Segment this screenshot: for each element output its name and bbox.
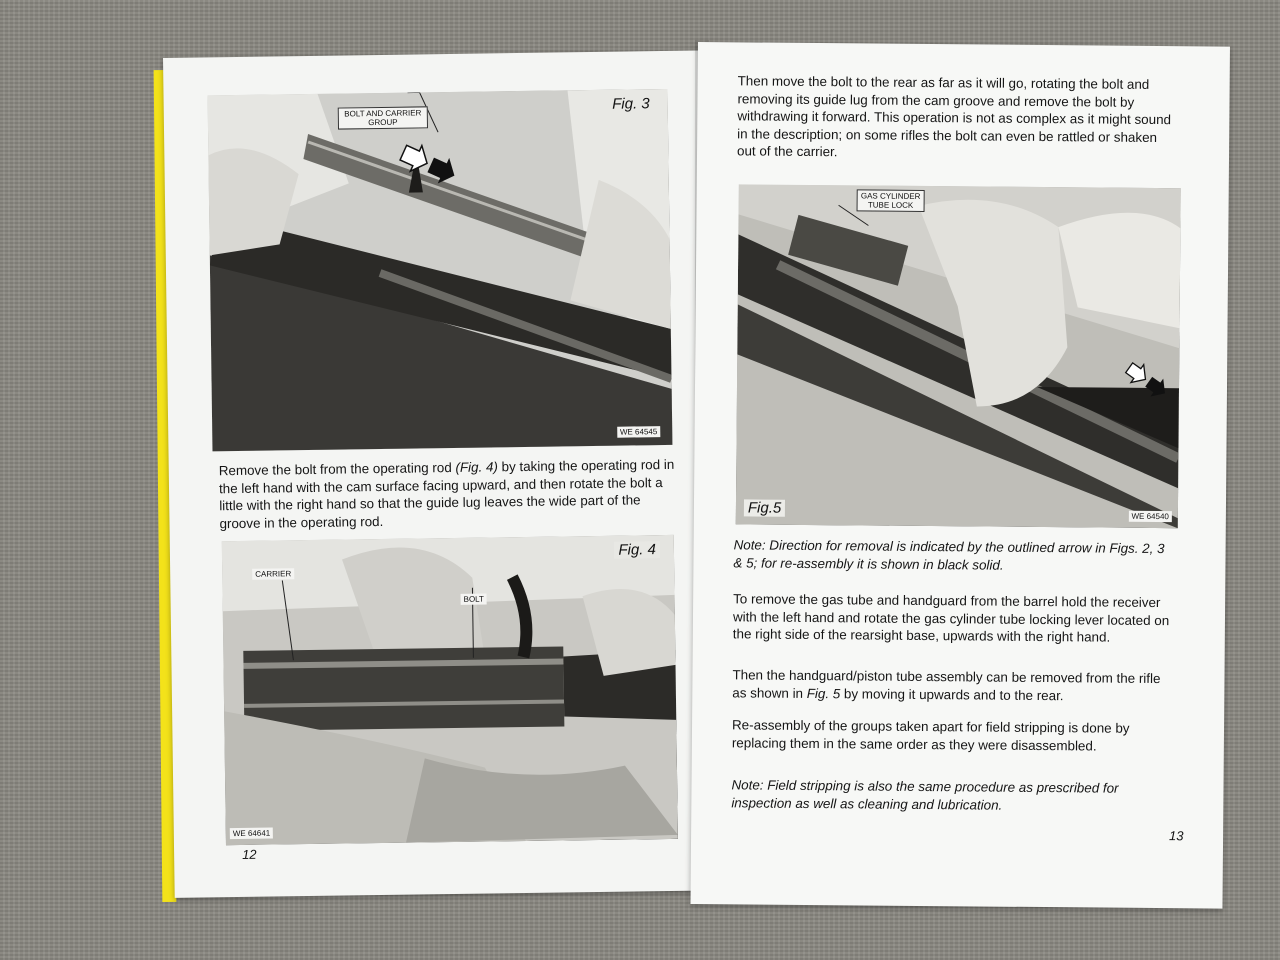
right-paragraph-3 bbox=[732, 666, 1172, 705]
left-page bbox=[163, 50, 717, 897]
fig5-callout: GAS CYLINDER TUBE LOCK bbox=[857, 189, 925, 212]
rifle-bolt-carrier-illustration bbox=[208, 89, 673, 451]
right-paragraph-3-part2: by moving it upwards and to the rear. bbox=[840, 685, 1064, 703]
fig5-reference: Fig. 5 bbox=[806, 685, 841, 701]
right-paragraph-4: Re-assembly of the groups taken apart for field stripping is done by replacing them in the same order as they were disassembled. bbox=[731, 717, 1130, 754]
left-paragraph-part1: Remove the bolt from the operating rod bbox=[218, 459, 456, 479]
gas-tube-removal-illustration bbox=[736, 184, 1181, 528]
fig5-code: WE 64540 bbox=[1128, 511, 1171, 522]
fig3-photo bbox=[208, 89, 673, 451]
fig3-code: WE 64545 bbox=[617, 426, 661, 438]
right-paragraph-3-part1: Then the handguard/piston tube assembly can be removed from the rifle as shown in bbox=[732, 667, 1161, 701]
fig4-reference: (Fig. 4) bbox=[455, 459, 498, 475]
bolt-and-carrier-illustration bbox=[222, 535, 678, 845]
right-page bbox=[690, 42, 1230, 909]
fig4-bolt-callout: BOLT bbox=[461, 594, 487, 605]
left-page-number: 12 bbox=[242, 846, 257, 862]
fig4-code: WE 64641 bbox=[230, 828, 274, 840]
fig4-photo bbox=[222, 535, 678, 845]
left-paragraph-part2: by taking the operating rod in the left hand with the cam surface facing upward, and then rotate the bolt a little with the right hand so that the guide lug leaves the wide part of the groove in the operating rod. bbox=[218, 456, 675, 531]
fig5-photo bbox=[736, 184, 1181, 528]
fig4-carrier-callout: CARRIER bbox=[252, 568, 294, 580]
left-paragraph bbox=[219, 456, 682, 532]
right-page-number: 13 bbox=[1169, 828, 1184, 844]
right-paragraph-1: Then move the bolt to the rear as far as it will go, rotating the bolt and removing its guide lug from the cam groove and remove the bolt by withdrawing it forward. This operation is not as complex as it might sound in the description; on some rifles the bolt can even be rattled or shaken out of the carrier. bbox=[736, 73, 1172, 160]
right-note-1: Note: Direction for removal is indicated by the outlined arrow in Figs. 2, 3 & 5; for re-assembly it is shown in black solid. bbox=[733, 537, 1165, 573]
fig3-callout: BOLT AND CARRIER GROUP bbox=[338, 106, 428, 129]
fig3-label: Fig. 3 bbox=[608, 95, 654, 113]
fig4-label: Fig. 4 bbox=[614, 541, 660, 559]
fig5-label: Fig.5 bbox=[744, 499, 786, 516]
right-note-2: Note: Field stripping is also the same procedure as prescribed for inspection as well as cleaning and lubrication. bbox=[731, 777, 1119, 813]
right-paragraph-2: To remove the gas tube and handguard from the barrel hold the receiver with the left hand and rotate the gas cylinder tube locking lever located on the right side of the rearsight base, upwards with the right hand. bbox=[732, 591, 1170, 645]
